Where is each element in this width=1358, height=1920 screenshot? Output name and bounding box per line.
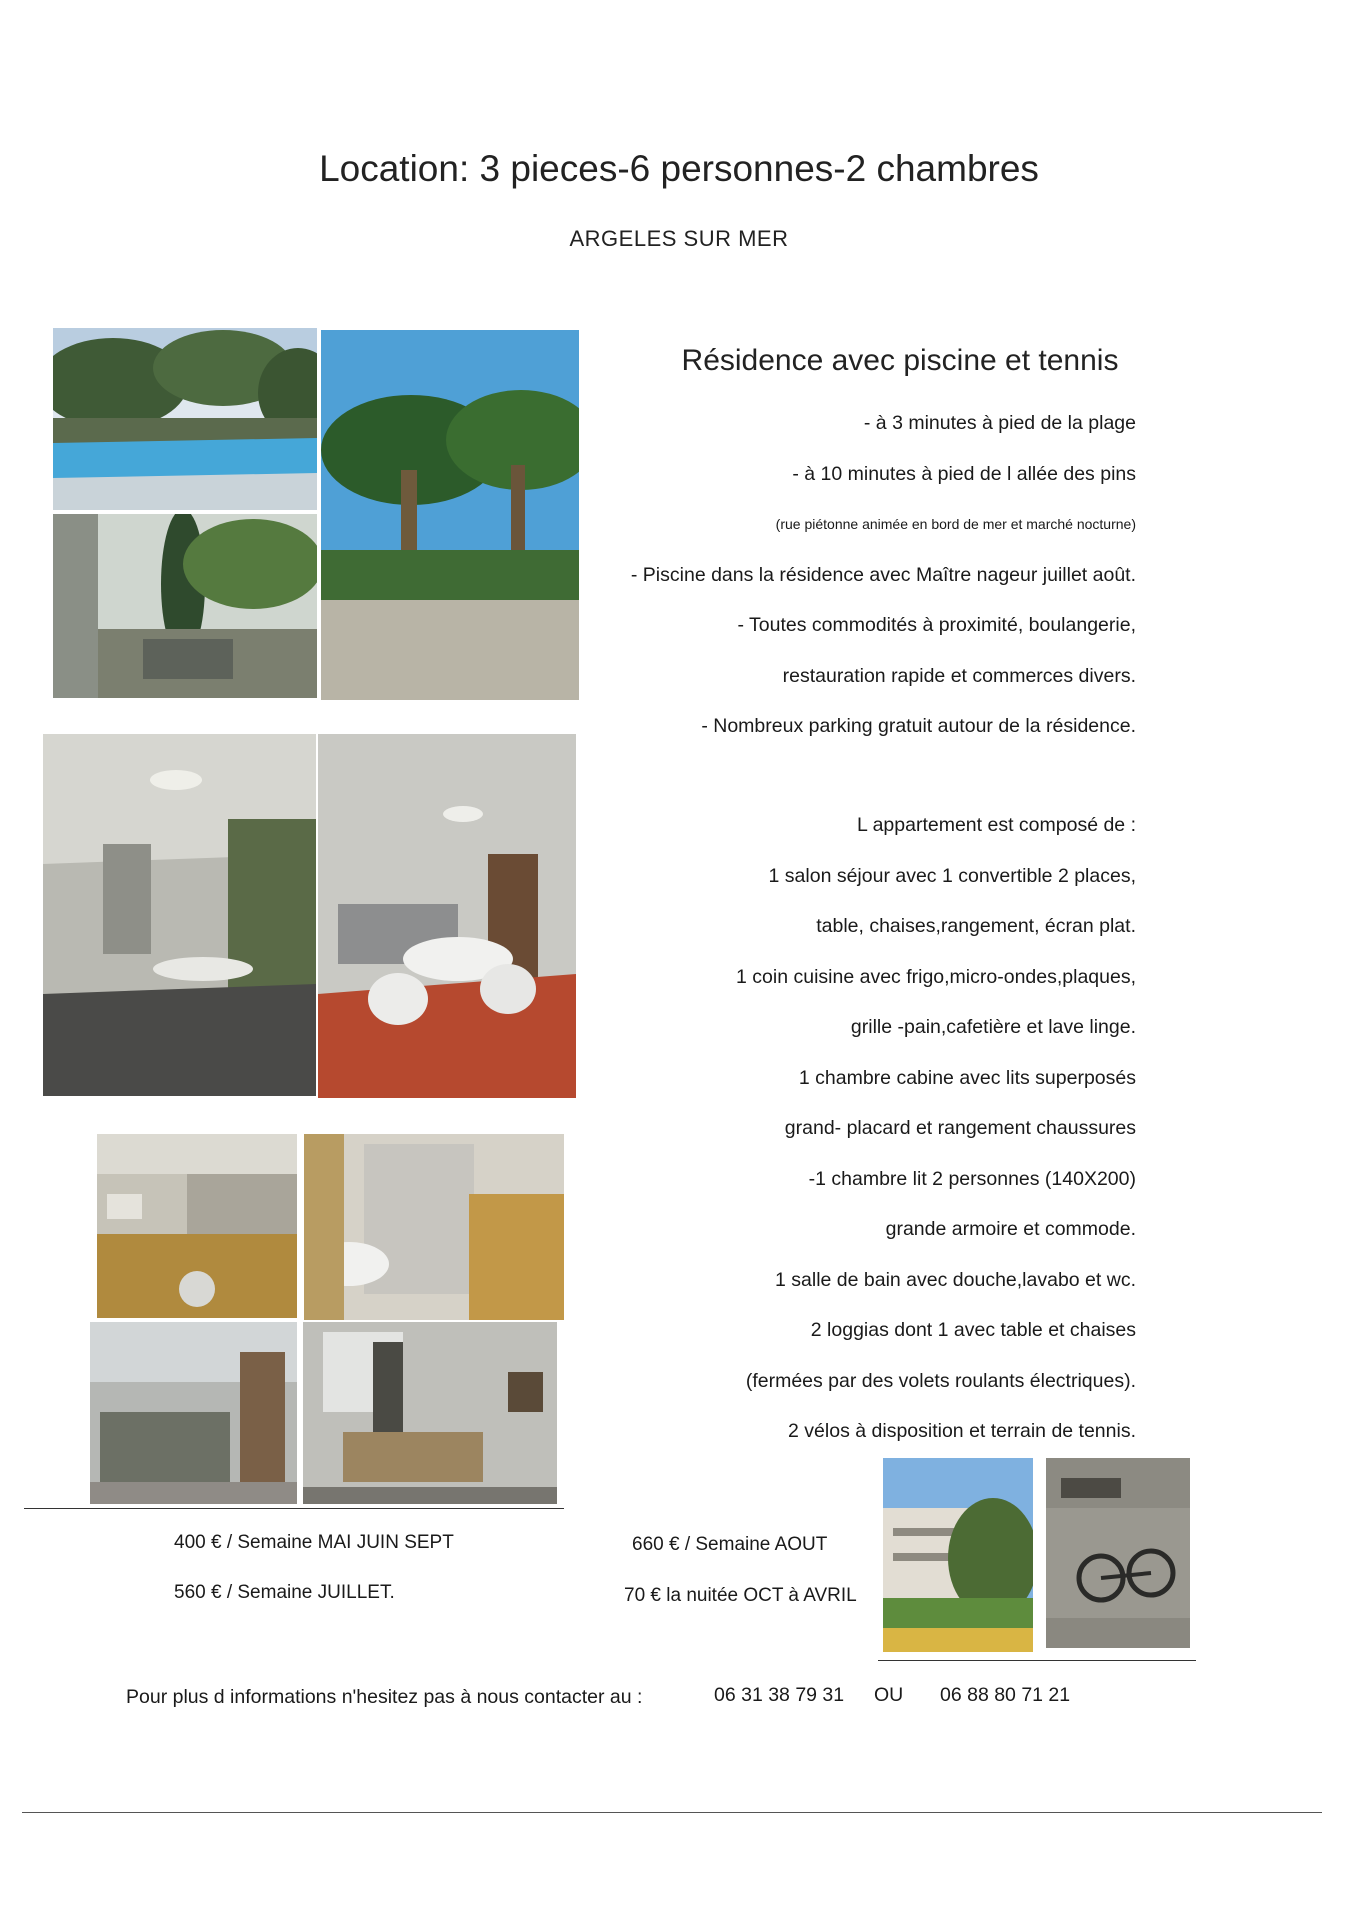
price-mai-juin-sept: 400 € / Semaine MAI JUIN SEPT: [174, 1532, 454, 1553]
apartment-description: [436, 800, 1136, 1457]
living-room-photo: [43, 734, 316, 1096]
residence-features: [436, 398, 1136, 752]
photo-separator-line: [878, 1660, 1196, 1661]
phone-separator: OU: [874, 1684, 904, 1706]
feature-pool: - Piscine dans la résidence avec Maître nageur juillet août.: [630, 563, 1136, 586]
residence-exterior-photo: [883, 1458, 1033, 1652]
apartment-item: 2 vélos à disposition et terrain de tennis.: [788, 1420, 1136, 1442]
garden-photo: [53, 514, 317, 698]
apartment-item: table, chaises,rangement, écran plat.: [816, 915, 1136, 937]
apartment-item: grille -pain,cafetière et lave linge.: [850, 1016, 1136, 1038]
phone-number-1[interactable]: 06 31 38 79 31: [714, 1684, 845, 1706]
apartment-intro: L appartement est composé de :: [857, 814, 1136, 836]
bottom-line: [22, 1812, 1322, 1813]
apartment-item: 2 loggias dont 1 avec table et chaises: [810, 1319, 1136, 1341]
location-subtitle: ARGELES SUR MER: [569, 226, 789, 251]
feature-shops: restauration rapide et commerces divers.: [782, 664, 1136, 687]
feature-allee-des-pins: - à 10 minutes à pied de l allée des pins: [792, 462, 1136, 485]
loggia-photo: [90, 1322, 297, 1504]
apartment-item: 1 salle de bain avec douche,lavabo et wc.: [775, 1268, 1136, 1291]
price-separator-line: [24, 1508, 564, 1509]
kitchen-photo: [97, 1134, 297, 1318]
feature-beach: - à 3 minutes à pied de la plage: [863, 412, 1136, 434]
feature-amenities: - Toutes commodités à proximité, boulangerie,: [737, 614, 1136, 636]
apartment-item: 1 chambre cabine avec lits superposés: [798, 1066, 1136, 1089]
residence-heading: Résidence avec piscine et tennis: [681, 344, 1119, 377]
price-aout: 660 € / Semaine AOUT: [632, 1534, 828, 1555]
apartment-item: grand- placard et rangement chaussures: [784, 1117, 1136, 1139]
apartment-item: 1 coin cuisine avec frigo,micro-ondes,plaques,: [736, 965, 1136, 988]
feature-parking: - Nombreux parking gratuit autour de la résidence.: [701, 715, 1136, 737]
contact-text: Pour plus d informations n'hesitez pas à nous contacter au :: [126, 1686, 643, 1708]
apartment-item: (fermées par des volets roulants électriques).: [745, 1369, 1136, 1392]
pool-photo: [53, 328, 317, 510]
apartment-item: -1 chambre lit 2 personnes (140X200): [808, 1167, 1136, 1190]
apartment-item: grande armoire et commode.: [885, 1218, 1136, 1240]
price-juillet: 560 € / Semaine JUILLET.: [174, 1582, 395, 1603]
apartment-item: 1 salon séjour avec 1 convertible 2 places,: [768, 864, 1136, 887]
feature-pedestrian-street: (rue piétonne animée en bord de mer et marché nocturne): [775, 516, 1136, 532]
price-hors-saison: 70 € la nuitée OCT à AVRIL: [624, 1585, 857, 1606]
page-title: Location: 3 pieces-6 personnes-2 chambres: [319, 148, 1039, 189]
phone-number-2[interactable]: 06 88 80 71 21: [940, 1684, 1071, 1706]
bikes-photo: [1046, 1458, 1190, 1648]
